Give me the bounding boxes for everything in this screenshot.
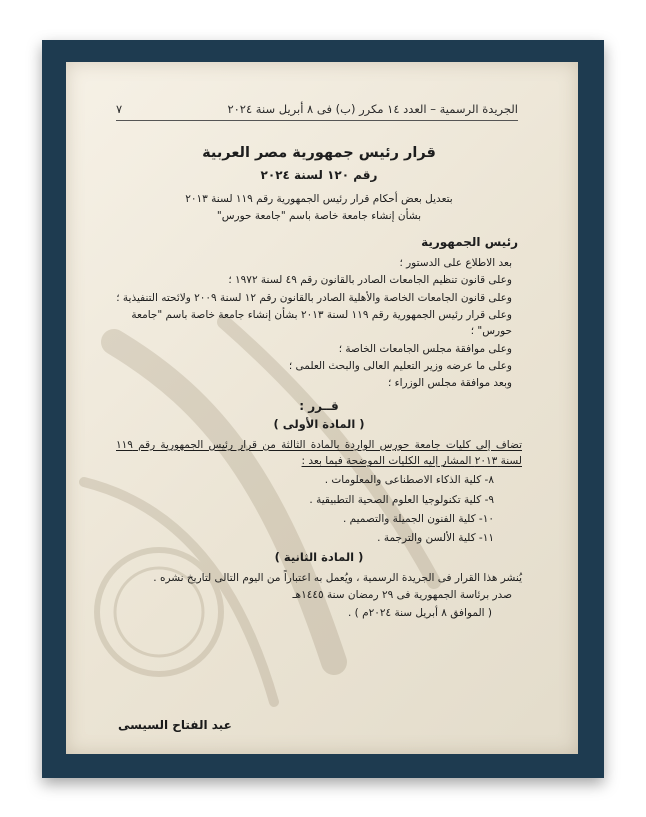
issuer-heading: رئيس الجمهورية <box>421 234 518 249</box>
article-2-text: يُنشر هذا القرار فى الجريدة الرسمية ، ويُعمل به اعتباراً من اليوم التالى لتاريخ نشره . <box>153 572 522 585</box>
document-frame <box>42 40 604 778</box>
article-1-title: ( المادة الأولى ) <box>273 416 365 431</box>
decree-body <box>116 140 522 622</box>
decree-subject-line-1: بتعديل بعض أحكام قرار رئيس الجمهورية رقم ١١٩ لسنة ٢٠١٣ <box>185 193 453 206</box>
faculty-item: ٨- كلية الذكاء الاصطناعى والمعلومات . <box>324 474 494 487</box>
preamble-item: وعلى قرار رئيس الجمهورية رقم ١١٩ لسنة ٢٠١٣ بشأن إنشاء جامعة خاصة باسم "جامعة حورس" ؛ <box>131 308 512 338</box>
preamble-item: وبعد موافقة مجلس الوزراء ؛ <box>388 377 512 390</box>
preamble-item: وعلى قانون الجامعات الخاصة والأهلية الصادر بالقانون رقم ١٢ لسنة ٢٠٠٩ ولائحته التنفيذية ؛ <box>116 291 512 304</box>
issued-at-line: صدر برئاسة الجمهورية فى ٢٩ رمضان سنة ١٤٤٥هـ <box>292 589 512 602</box>
article-2-title: ( المادة الثانية ) <box>274 550 364 565</box>
decree-number: رقم ١٢٠ لسنة ٢٠٢٤ <box>260 168 378 183</box>
gregorian-date-line: ( الموافق ٨ أبريل سنة ٢٠٢٤م ) . <box>347 606 492 619</box>
publication-line: الجريدة الرسمية – العدد ١٤ مكرر (ب) فى ٨ أبريل سنة ٢٠٢٤ <box>227 102 518 116</box>
faculty-item: ٩- كلية تكنولوجيا العلوم الصحية التطبيقية . <box>309 493 494 506</box>
decree-subject-line-2: بشأن إنشاء جامعة خاصة باسم "جامعة حورس" <box>216 210 422 223</box>
faculty-item: ١١- كلية الألسن والترجمة . <box>377 532 494 545</box>
article-1-text: تضاف إلى كليات جامعة حورس الواردة بالمادة الثالثة من قرار رئيس الجمهورية رقم ١١٩ لسنة ٢٠١٣ المشار إليه الكليات الموضحة فيما بعد : <box>116 438 522 467</box>
preamble-item: بعد الاطلاع على الدستور ؛ <box>399 257 512 270</box>
page-number: ٧ <box>116 102 123 116</box>
preamble-item: وعلى قانون تنظيم الجامعات الصادر بالقانون رقم ٤٩ لسنة ١٩٧٢ ؛ <box>228 274 512 287</box>
signature-name: عبد الفتاح السيسى <box>118 718 232 732</box>
decree-title: قرار رئيس جمهورية مصر العربية <box>202 145 436 161</box>
gazette-page <box>66 62 578 754</box>
gazette-header <box>116 102 518 121</box>
decided-heading: قــرر : <box>299 399 339 414</box>
preamble-item: وعلى موافقة مجلس الجامعات الخاصة ؛ <box>338 342 512 355</box>
faculty-item: ١٠- كلية الفنون الجميلة والتصميم . <box>342 512 494 525</box>
preamble-item: وعلى ما عرضه وزير التعليم العالى والبحث العلمى ؛ <box>288 359 512 372</box>
